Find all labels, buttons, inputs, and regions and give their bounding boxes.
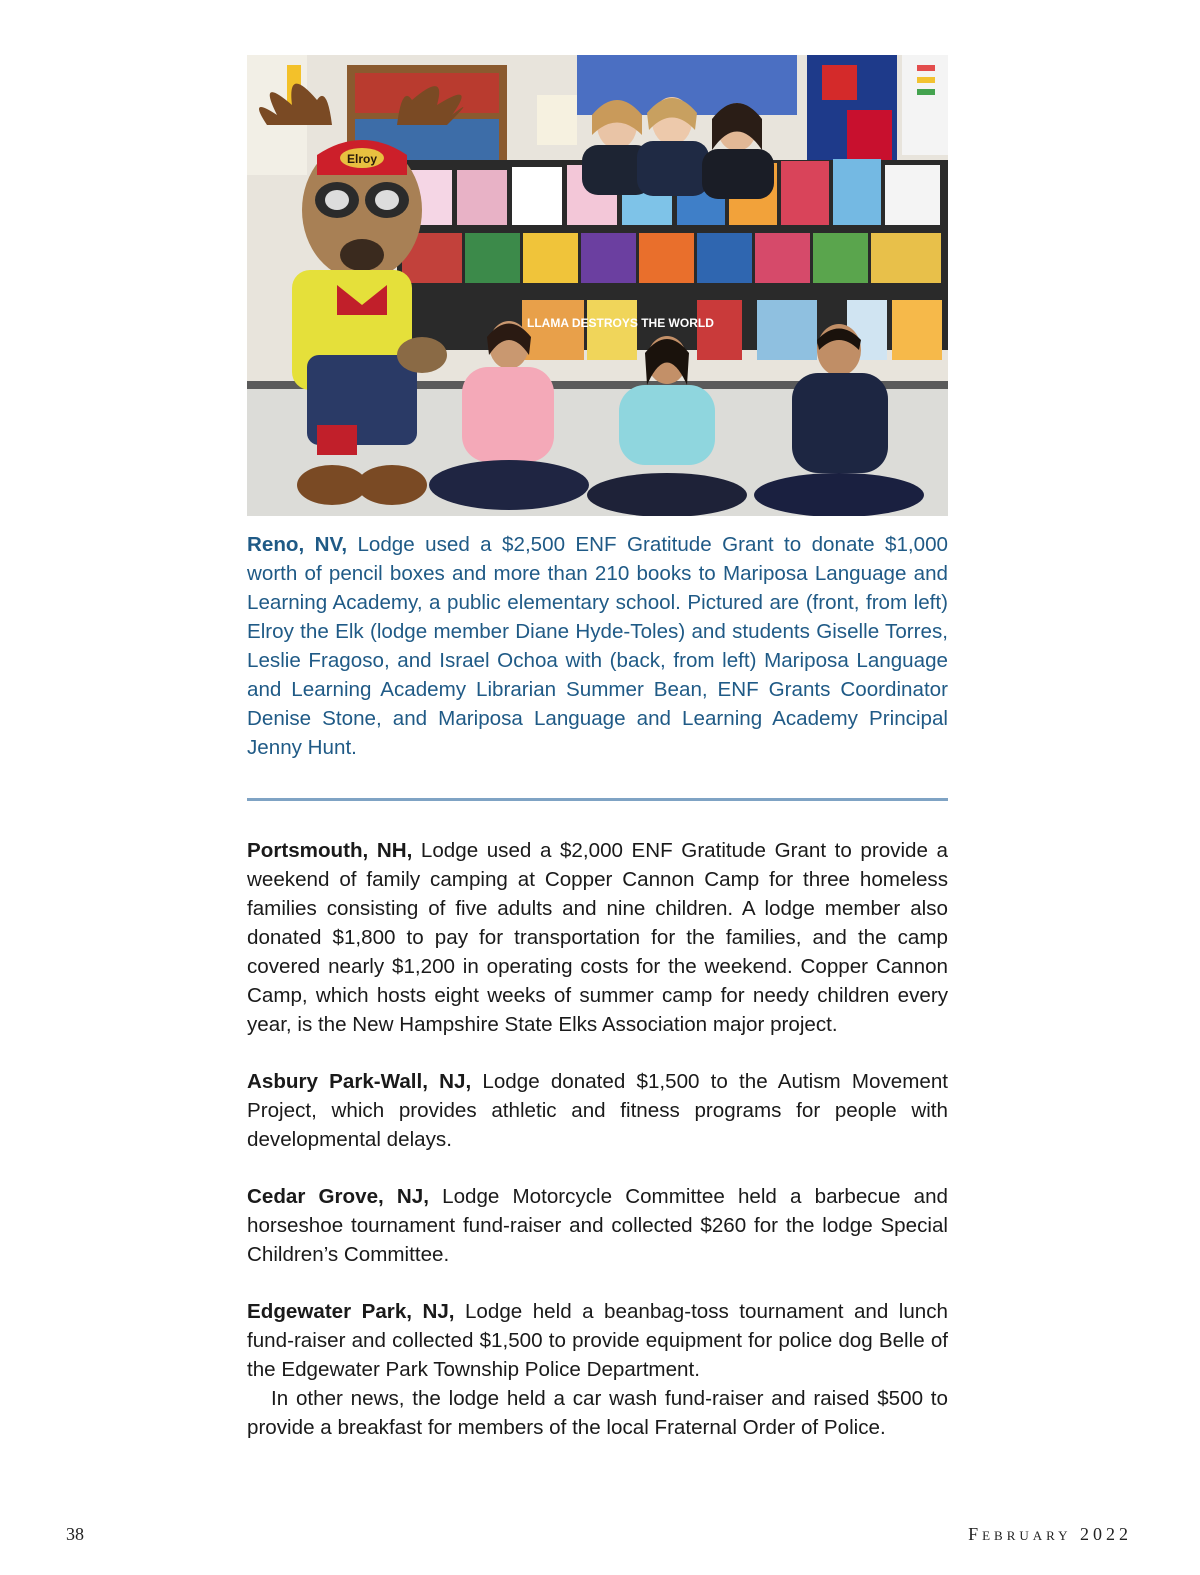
news-item-continuation: In other news, the lodge held a car wash fund-raiser and raised $500 to provide a breakfast for members of the local Fraternal Order of Police. xyxy=(247,1387,948,1439)
children-figures xyxy=(429,321,924,516)
news-item-asbury-park-wall xyxy=(247,1067,948,1154)
article-photo xyxy=(247,55,948,516)
photo-caption xyxy=(247,530,948,762)
issue-date: February 2022 xyxy=(968,1524,1132,1544)
news-item-lead: Edgewater Park, NJ, xyxy=(247,1300,455,1323)
news-item-edgewater-park xyxy=(247,1297,948,1442)
caption-lead: Reno, NV, xyxy=(247,533,348,556)
page-number: 38 xyxy=(66,1524,84,1544)
news-item-lead: Portsmouth, NH, xyxy=(247,839,413,862)
caption-text: Lodge used a $2,500 ENF Gratitude Grant to donate $1,000 worth of pencil boxes and more than 210 books to Mariposa Language and Learning Academy, a public elementary school. Pictured are (front, from left) Elroy the Elk (lodge member Diane Hyde-Toles) and students Giselle Torres, Leslie Fragoso, and Israel Ochoa with (back, from left) Mariposa Language and Learning Academy Librarian Summer Bean, ENF Grants Coordinator Denise Stone, and Mariposa Language and Learning Academy Principal Jenny Hunt. xyxy=(247,533,948,759)
mascot-cap-text: Elroy xyxy=(346,152,378,166)
news-item-text: Lodge Motorcycle Committee held a barbecue and horseshoe tournament fund-raiser and collected $260 for the lodge Special Children’s Committee. xyxy=(247,1185,949,1266)
news-item-cedar-grove xyxy=(247,1182,948,1269)
book-title: LLAMA DESTROYS THE WORLD xyxy=(527,316,714,330)
news-item-portsmouth xyxy=(247,836,948,1039)
news-item-text: Lodge donated $1,500 to the Autism Movement Project, which provides athletic and fitness programs for people with developmental delays. xyxy=(247,1070,949,1151)
news-item-lead: Cedar Grove, NJ, xyxy=(247,1185,429,1208)
news-item-text: Lodge held a beanbag-toss tournament and lunch fund-raiser and collected $1,500 to provide equipment for police dog Belle of the Edgewater Park Township Police Department. xyxy=(247,1300,949,1381)
section-divider xyxy=(247,798,948,801)
photo-illustration xyxy=(247,55,948,516)
news-item-lead: Asbury Park-Wall, NJ, xyxy=(247,1070,472,1093)
news-items xyxy=(247,836,948,1470)
news-item-text: Lodge used a $2,000 ENF Gratitude Grant to provide a weekend of family camping at Copper Cannon Camp for three homeless families consisting of five adults and nine children. A lodge member also donated $1,800 to pay for transportation for the families, and the camp covered nearly $1,200 in operating costs for the weekend. Copper Cannon Camp, which hosts eight weeks of summer camp for needy children every year, is the New Hampshire State Elks Association major project. xyxy=(247,839,948,1036)
